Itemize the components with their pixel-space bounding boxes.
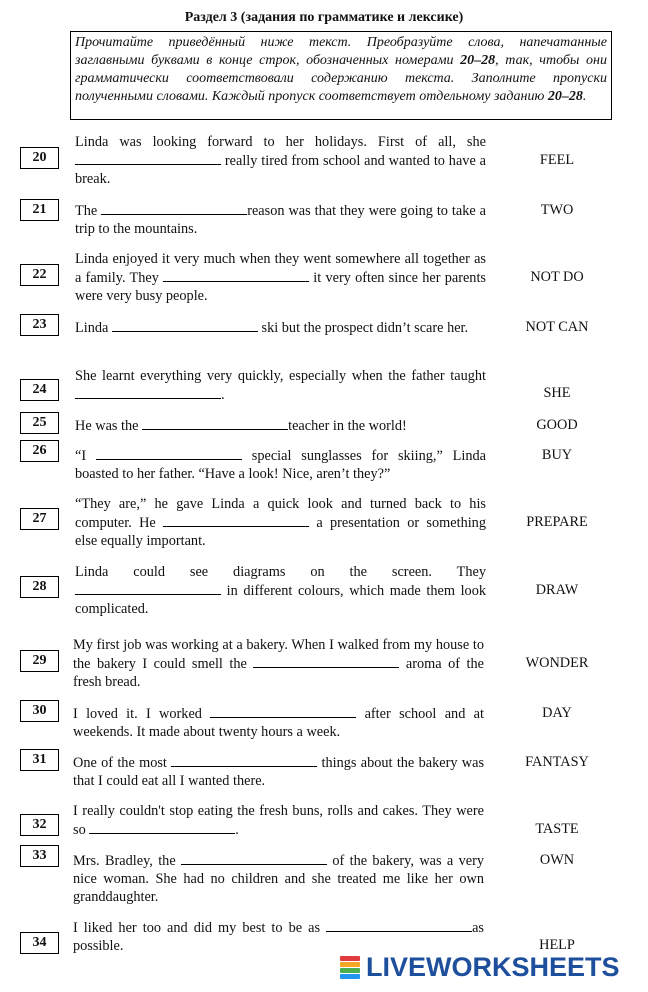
task-text-after: of the bakery, was a very nice woman. She had no children and she treated me like her own granddaughter. bbox=[73, 853, 484, 905]
instructions-text-middle: , так, чтобы они грамматически соответствовали содержанию текста. Заполните пропуски полученными словами. Каждый пропуск соответствует отдельному заданию bbox=[75, 53, 607, 104]
task-text bbox=[73, 802, 484, 839]
key-word: BUY bbox=[541, 447, 573, 463]
task-text-after: a presentation or something else equally important. bbox=[75, 515, 486, 549]
task-number: 30 bbox=[20, 700, 59, 722]
task-text bbox=[75, 563, 486, 618]
key-word: OWN bbox=[539, 852, 575, 868]
instructions-text-before: Прочитайте приведённый ниже текст. Преобразуйте слова, напечатанные заглавными буквами в конце строк, обозначенных номерами bbox=[75, 35, 607, 68]
task-text-after: . bbox=[221, 387, 225, 403]
answer-blank[interactable] bbox=[163, 513, 309, 527]
task-text bbox=[73, 851, 484, 906]
task-text bbox=[73, 704, 484, 741]
answer-blank[interactable] bbox=[253, 654, 399, 668]
task-text-before: Linda enjoyed it very much when they went somewhere all together as a family. They bbox=[75, 251, 486, 286]
answer-blank[interactable] bbox=[171, 753, 317, 767]
task-text bbox=[73, 636, 484, 691]
liveworksheets-logo bbox=[340, 952, 620, 982]
answer-blank[interactable] bbox=[96, 446, 242, 460]
task-text-before: I really couldn't stop eating the fresh buns, rolls and cakes. They were so bbox=[73, 803, 484, 838]
task-text bbox=[75, 446, 486, 483]
task-text bbox=[75, 495, 486, 550]
task-text-before: I loved it. I worked bbox=[73, 706, 211, 722]
task-number: 33 bbox=[20, 845, 59, 867]
task-text-after: special sunglasses for skiing,” Linda boasted to her father. “Have a look! Nice, aren’t they?” bbox=[75, 448, 486, 482]
task-text-before: My first job was working at a bakery. When I walked from my house to the bakery I could smell the bbox=[73, 637, 484, 672]
answer-blank[interactable] bbox=[75, 385, 221, 399]
key-word: SHE bbox=[543, 385, 571, 401]
task-text bbox=[73, 918, 484, 955]
answer-blank[interactable] bbox=[75, 581, 221, 595]
key-word: TASTE bbox=[535, 821, 579, 837]
answer-blank[interactable] bbox=[112, 318, 258, 332]
task-number: 20 bbox=[20, 147, 59, 169]
task-text-after: after school and at weekends. It made about twenty hours a week. bbox=[73, 706, 484, 740]
task-text-after: teacher in the world! bbox=[288, 418, 407, 434]
task-text-after: aroma of the fresh bread. bbox=[73, 656, 484, 690]
task-text-after: really tired from school and wanted to have a break. bbox=[75, 153, 486, 187]
key-word: HELP bbox=[539, 937, 575, 953]
task-number: 23 bbox=[20, 314, 59, 336]
task-number: 24 bbox=[20, 379, 59, 401]
key-word: DRAW bbox=[535, 582, 579, 598]
task-text-after: things about the bakery was that I could eat all I wanted there. bbox=[73, 755, 485, 789]
answer-blank[interactable] bbox=[163, 268, 309, 282]
task-text bbox=[75, 367, 486, 404]
task-text bbox=[75, 250, 486, 305]
key-word: DAY bbox=[542, 705, 572, 721]
instructions-box bbox=[70, 31, 612, 120]
task-number: 21 bbox=[20, 199, 59, 221]
task-text-before: Linda was looking forward to her holidays. First of all, she bbox=[75, 134, 486, 150]
section-title: Раздел 3 (задания по грамматике и лексике) bbox=[184, 10, 464, 25]
task-text bbox=[75, 133, 486, 188]
task-text-before: The bbox=[75, 203, 102, 219]
task-text-after: reason was that they were going to take a trip to the mountains. bbox=[75, 203, 486, 237]
instructions-text-after: . bbox=[582, 89, 587, 104]
task-text bbox=[73, 753, 484, 790]
task-number: 34 bbox=[20, 932, 59, 954]
key-word: FANTASY bbox=[525, 754, 589, 770]
task-text-before: “They are,” he gave Linda a quick look and turned back to his computer. He bbox=[75, 496, 486, 531]
task-text-after: in different colours, which made them look complicated. bbox=[75, 583, 486, 617]
task-text-after: as possible. bbox=[73, 920, 484, 954]
task-text-before: She learnt everything very quickly, especially when the father taught bbox=[75, 368, 486, 384]
task-text-before: Mrs. Bradley, the bbox=[73, 853, 182, 869]
answer-blank[interactable] bbox=[75, 151, 221, 165]
task-text bbox=[75, 416, 486, 435]
key-word: GOOD bbox=[536, 417, 578, 433]
liveworksheets-icon bbox=[340, 956, 360, 979]
task-text bbox=[75, 318, 486, 337]
answer-blank[interactable] bbox=[142, 416, 288, 430]
task-text-before: Linda bbox=[75, 320, 112, 336]
key-word: FEEL bbox=[539, 152, 575, 168]
task-text-before: “I bbox=[75, 448, 96, 464]
task-text-after: . bbox=[235, 822, 239, 838]
task-text-before: He was the bbox=[75, 418, 143, 434]
answer-blank[interactable] bbox=[89, 820, 235, 834]
task-text-before: Linda could see diagrams on the screen. They bbox=[75, 564, 486, 580]
answer-blank[interactable] bbox=[210, 704, 356, 718]
task-text-before: One of the most bbox=[73, 755, 172, 771]
task-number: 28 bbox=[20, 576, 59, 598]
task-number: 27 bbox=[20, 508, 59, 530]
instructions-range-1: 20–28 bbox=[460, 53, 496, 68]
task-text-after: ski but the prospect didn’t scare her. bbox=[257, 320, 469, 336]
task-number: 31 bbox=[20, 749, 59, 771]
key-word: TWO bbox=[540, 202, 574, 218]
answer-blank[interactable] bbox=[101, 201, 247, 215]
key-word: WONDER bbox=[525, 655, 589, 671]
task-number: 26 bbox=[20, 440, 59, 462]
task-text-before: I liked her too and did my best to be as bbox=[73, 920, 327, 936]
task-number: 25 bbox=[20, 412, 59, 434]
answer-blank[interactable] bbox=[181, 851, 327, 865]
key-word: NOT CAN bbox=[525, 319, 589, 335]
task-number: 22 bbox=[20, 264, 59, 286]
task-number: 32 bbox=[20, 814, 59, 836]
key-word: PREPARE bbox=[526, 514, 588, 530]
instructions-range-2: 20–28 bbox=[547, 89, 583, 104]
logo-text: LIVEWORKSHEETS bbox=[366, 951, 620, 982]
task-text-after: it very often since her parents were very busy people. bbox=[75, 270, 486, 304]
task-number: 29 bbox=[20, 650, 59, 672]
key-word: NOT DO bbox=[530, 269, 584, 285]
answer-blank[interactable] bbox=[326, 918, 472, 932]
task-text bbox=[75, 201, 486, 238]
